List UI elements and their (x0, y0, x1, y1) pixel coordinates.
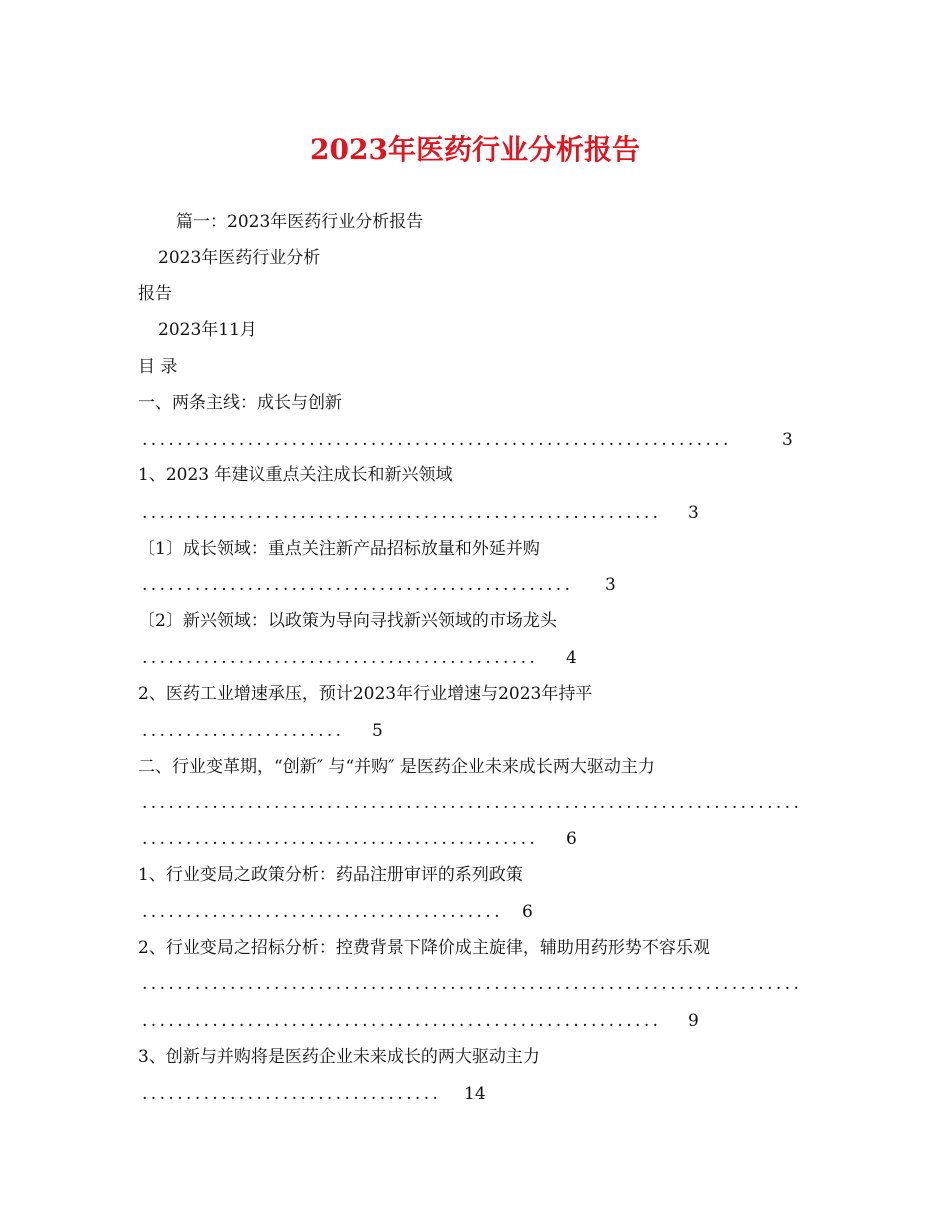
toc-leader-dots: .................................. (142, 1084, 442, 1104)
toc-page-number: 6 (566, 829, 577, 849)
toc-entry-text: 二、行业变革期，“创新″ 与“并购″ 是医药企业未来成长两大驱动主力 (138, 757, 655, 777)
toc-leader-dots: ............................................. (142, 648, 539, 668)
document-title: 2023年医药行业分析报告 (310, 133, 640, 166)
toc-heading: 目 录 (138, 357, 178, 377)
toc-leader-dots: ............................................. (142, 829, 539, 849)
toc-leader-dots: ......................................... (142, 902, 503, 922)
toc-leader-dots: ................................................. (142, 575, 574, 595)
toc-leader-dots: ................................................................... (142, 430, 732, 450)
toc-page-number: 9 (688, 1011, 699, 1031)
report-date: 2023年11月 (158, 320, 257, 340)
toc-page-number: 6 (522, 902, 533, 922)
toc-page-number: 3 (605, 575, 616, 595)
report-subtitle-line2: 报告 (138, 284, 172, 304)
toc-leader-dots: ........................................................... (142, 1011, 662, 1031)
toc-leader-dots: ........................................................................... (142, 793, 803, 813)
toc-entry-text: 2、医药工业增速承压，预计2023年行业增速与2023年持平 (138, 684, 593, 704)
report-subtitle-line1: 2023年医药行业分析 (158, 248, 321, 268)
toc-page-number: 4 (566, 648, 577, 668)
toc-entry-text: 〔1〕成长领域：重点关注新产品招标放量和外延并购 (138, 539, 540, 559)
toc-entry-text: 1、行业变局之政策分析：药品注册审评的系列政策 (138, 865, 523, 885)
toc-entry-text: 〔2〕新兴领域：以政策为导向寻找新兴领域的市场龙头 (138, 611, 557, 631)
toc-entry-text: 2、行业变局之招标分析：控费背景下降价成主旋律，辅助用药形势不容乐观 (138, 938, 710, 958)
toc-entry-text: 3、创新与并购将是医药企业未来成长的两大驱动主力 (138, 1047, 540, 1067)
toc-page-number: 3 (688, 503, 699, 523)
toc-page-number: 5 (372, 721, 383, 741)
toc-entry-text: 一、两条主线：成长与创新 (138, 393, 342, 413)
toc-page-number: 14 (464, 1084, 486, 1104)
chapter-heading: 篇一：2023年医药行业分析报告 (176, 212, 424, 232)
toc-leader-dots: ........................................................... (142, 503, 662, 523)
toc-leader-dots: ........................................................................... (142, 974, 803, 994)
toc-page-number: 3 (782, 430, 793, 450)
toc-entry-text: 1、2023 年建议重点关注成长和新兴领域 (138, 465, 453, 485)
toc-leader-dots: ....................... (142, 721, 345, 741)
